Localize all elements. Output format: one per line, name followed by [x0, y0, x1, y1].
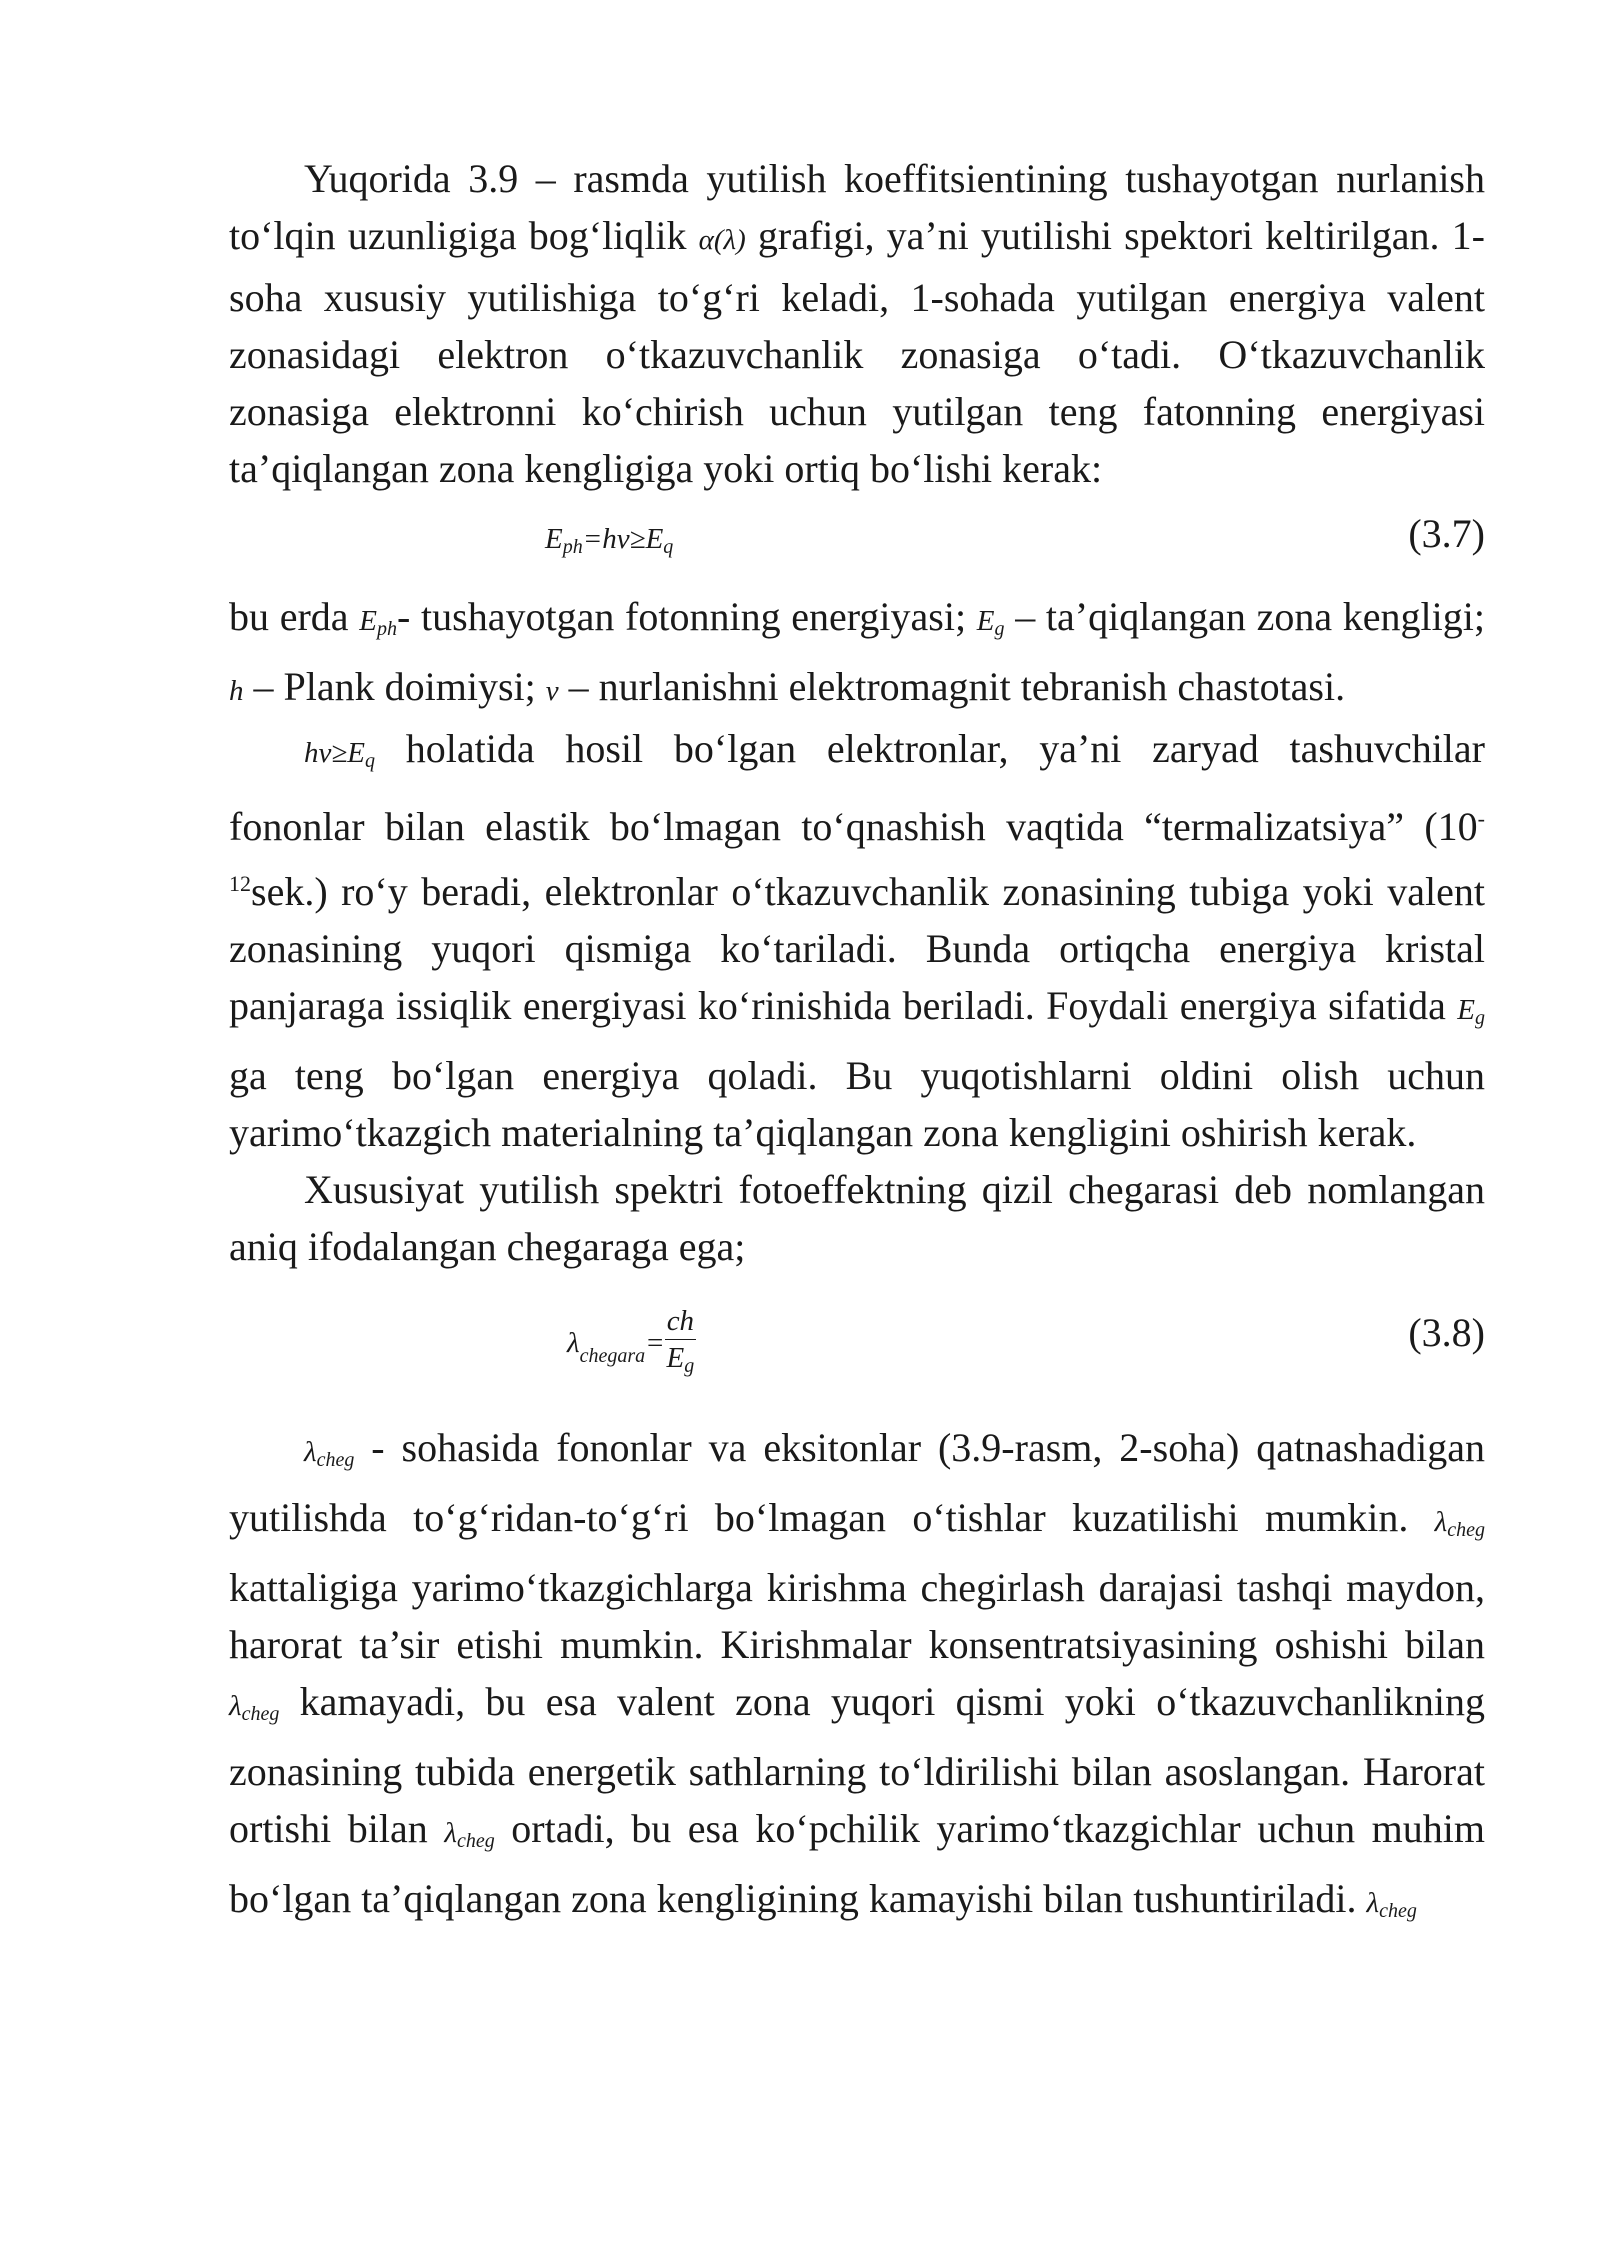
lambda-cheg-2: λ [1434, 1506, 1448, 1538]
equation-3-7-formula [545, 511, 673, 576]
para3-text-b: sek.) ro‘y beradi, elektronlar o‘tkazuvchanlik zonasining tubiga yoki valent zonasining yuqori qismiga ko‘tariladi. Bunda ortiqcha energiya kristal panjaraga issiqlik energiyasi ko‘rinishida beriladi. Foydali energiya sifatida [229, 869, 1485, 1028]
para2-text-a: bu erda [229, 594, 360, 639]
eq1-q-sub: q [663, 536, 674, 558]
para2-text-d: – Plank doimiysi; [243, 664, 546, 709]
equation-number-3-8: (3.8) [1408, 1310, 1485, 1355]
para1-text-b: grafigi, ya’ni yutilishi spektori keltirilgan. 1-soha xususiy yutilishiga to‘g‘ri keladi, 1-sohada yutilgan energiya valent zonasidagi elektron o‘tkazuvchanlik zonasiga o‘tadi. O‘tkazuvchanlik zonasiga elektronni ko‘chirish uchun yutilgan teng fatonning energiyasi ta’qiqlangan zona kengligiga yoki ortiq bo‘lishi kerak: [229, 213, 1485, 491]
h-symbol: h [229, 675, 244, 707]
exponent: -12 [229, 806, 1485, 896]
eq2-den-E: E [666, 1342, 685, 1374]
lambda-cheg-2-sub: cheg [1447, 1519, 1485, 1541]
equation-number-3-7: (3.7) [1408, 511, 1485, 556]
paragraph-1 [229, 150, 1485, 497]
paragraph-5 [229, 1419, 1485, 1940]
paragraph-3 [229, 720, 1485, 1161]
hv-ge-E-symbol: hν≥E [304, 737, 366, 769]
equation-3-8-formula [567, 1303, 696, 1385]
eq2-den-sub: g [684, 1355, 695, 1377]
eq2-numerator: ch [665, 1303, 696, 1340]
lambda-cheg-3: λ [229, 1690, 242, 1722]
para1-text-a: Yuqorida 3.9 – rasmda yutilish koeffitsientining tushayotgan nurlanish to‘lqin uzunligiga bog‘liqlik [229, 156, 1485, 258]
nu-symbol: ν [545, 675, 559, 707]
eq2-denominator [665, 1340, 696, 1384]
para3-text-c: ga teng bo‘lgan energiya qoladi. Bu yuqotishlarni oldini olish uchun yarimo‘tkazgich materialning ta’qiqlangan zona kengligini oshirish kerak. [229, 1053, 1485, 1155]
para2-text-b: - tushayotgan fotonning energiyasi; [396, 594, 977, 639]
eq2-fraction [665, 1303, 696, 1384]
equation-3-7 [229, 505, 1485, 562]
Eph-symbol: E [359, 605, 377, 637]
lambda-cheg-1-sub: cheg [316, 1449, 355, 1471]
Eg-symbol: E [976, 605, 995, 637]
eq1-E: E [545, 523, 563, 555]
para3-Eg-sub: g [1475, 1007, 1485, 1029]
Eg-sub: g [994, 618, 1005, 640]
lambda-cheg-5-sub: cheg [1379, 1900, 1417, 1922]
paragraph-2 [229, 588, 1485, 720]
para3-text-a: holatida hosil bo‘lgan elektronlar, ya’ni zaryad tashuvchilar fononlar bilan elastik bo‘lmagan to‘qnashish vaqtida “termalizatsiya” (10 [229, 726, 1485, 849]
lambda-cheg-3-sub: cheg [241, 1703, 280, 1725]
equation-3-8 [229, 1283, 1485, 1393]
eq2-equals: = [645, 1327, 665, 1359]
para5-text-b: kattaligiga yarimo‘tkazgichlarga kirishma chegirlash darajasi tashqi maydon, harorat ta’sir etishi mumkin. Kirishmalar konsentratsiyasining oshishi bilan [229, 1565, 1485, 1667]
text-body [229, 150, 1485, 1940]
eq2-lambda: λ [567, 1327, 580, 1359]
eq1-middle: =hν≥E [582, 523, 664, 555]
eq2-sub: chegara [579, 1345, 646, 1368]
para5-text-c: kamayadi, bu esa valent zona yuqori qismi yoki o‘tkazuvchanlikning zonasining tubida energetik sathlarning to‘ldirilishi bilan asoslangan. Harorat ortishi bilan [229, 1679, 1485, 1851]
para2-text-c: – ta’qiqlangan zona kengligi; [1004, 594, 1485, 639]
lambda-cheg-1: λ [304, 1436, 317, 1468]
lambda-cheg-5: λ [1366, 1887, 1380, 1919]
para5-text-a: - sohasida fononlar va eksitonlar (3.9-rasm, 2-soha) qatnashadigan yutilishda to‘g‘ridan-to‘g‘ri bo‘lmagan o‘tishlar kuzatilishi mumkin. [229, 1425, 1485, 1540]
lambda-cheg-4: λ [444, 1817, 457, 1849]
spacer [229, 562, 1485, 588]
para3-Eg-symbol: E [1457, 994, 1475, 1026]
paragraph-4 [229, 1161, 1485, 1275]
eq1-ph-sub: ph [562, 536, 583, 558]
spacer [229, 1393, 1485, 1419]
lambda-cheg-4-sub: cheg [456, 1830, 495, 1852]
para5-text-d: ortadi, bu esa ko‘pchilik yarimo‘tkazgichlar uchun muhim bo‘lgan ta’qiqlangan zona kengligining kamayishi bilan tushuntiriladi. [229, 1806, 1485, 1921]
para2-text-e: – nurlanishni elektromagnit tebranish chastotasi. [558, 664, 1346, 709]
alpha-lambda-symbol: α(λ) [698, 224, 746, 256]
Eph-sub: ph [376, 618, 397, 640]
para4-text: Xususiyat yutilish spektri fotoeffektning qizil chegarasi deb nomlangan aniq ifodalangan chegaraga ega; [229, 1167, 1485, 1269]
para3-q-sub: q [365, 750, 376, 772]
